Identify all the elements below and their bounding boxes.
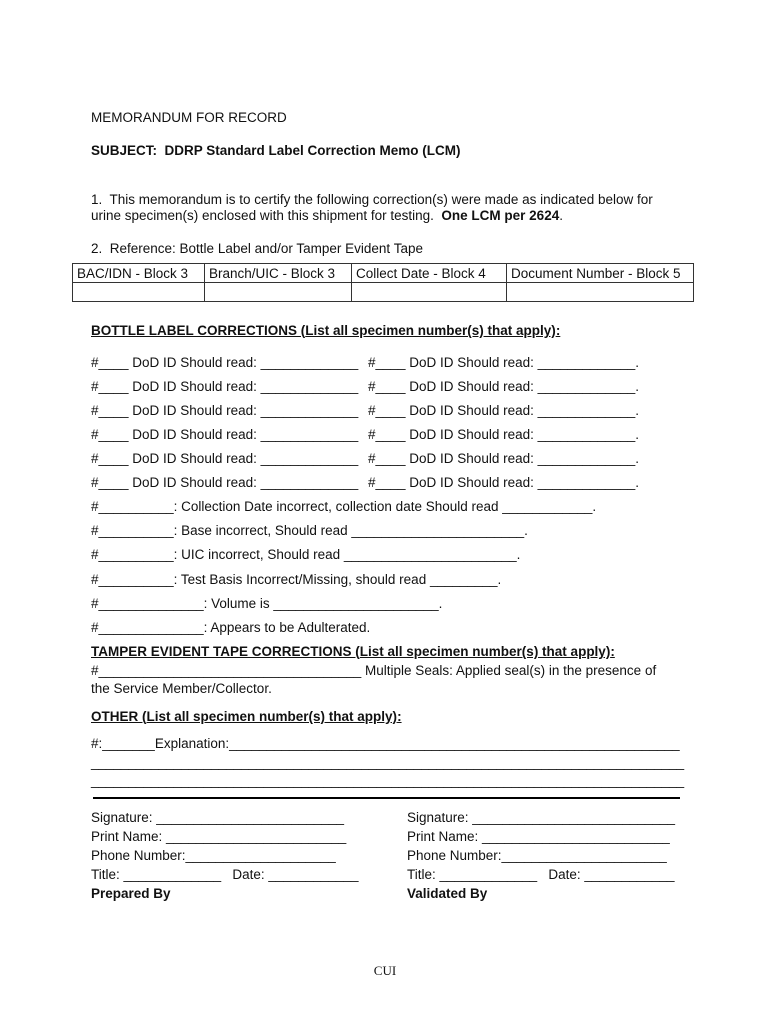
para1-line2: urine specimen(s) enclosed with this shipment for testing. One LCM per 2624. xyxy=(91,208,563,223)
bottle-heading: BOTTLE LABEL CORRECTIONS (List all specimen number(s) that apply): xyxy=(91,323,561,338)
reference-table xyxy=(72,263,694,302)
cell-document-number[interactable] xyxy=(507,283,694,302)
section-divider xyxy=(93,797,680,799)
col-document-number: Document Number - Block 5 xyxy=(507,264,694,283)
reference-header-row xyxy=(73,264,694,283)
prepared-print-name: Print Name: ________________________ xyxy=(91,829,347,844)
memo-title: MEMORANDUM FOR RECORD xyxy=(91,110,287,125)
prepared-phone: Phone Number:____________________ xyxy=(91,848,336,863)
other-blank-line-1: _______________________________________________________________________________ xyxy=(91,755,685,770)
validated-title-date: Title: _____________ Date: ____________ xyxy=(407,867,675,882)
dod-right-1: #____ DoD ID Should read: _____________. xyxy=(368,355,639,370)
tamper-line-2: the Service Member/Collector. xyxy=(91,681,272,696)
dod-right-5: #____ DoD ID Should read: _____________. xyxy=(368,451,639,466)
cell-bac-idn[interactable] xyxy=(73,283,205,302)
dod-right-2: #____ DoD ID Should read: _____________. xyxy=(368,379,639,394)
tamper-heading: TAMPER EVIDENT TAPE CORRECTIONS (List all specimen number(s) that apply): xyxy=(91,644,615,659)
dod-right-3: #____ DoD ID Should read: _____________. xyxy=(368,403,639,418)
col-collect-date: Collect Date - Block 4 xyxy=(352,264,507,283)
lcm-note: One LCM per 2624 xyxy=(441,208,560,223)
base-line: #__________: Base incorrect, Should read _______________________. xyxy=(91,523,528,538)
memo-subject: SUBJECT: DDRP Standard Label Correction Memo (LCM) xyxy=(91,143,461,158)
reference-entry-row xyxy=(73,283,694,302)
other-explanation-line: #:_______Explanation:____________________________________________________________ xyxy=(91,736,680,751)
test-basis-line: #__________: Test Basis Incorrect/Missing, should read _________. xyxy=(91,572,502,587)
other-heading: OTHER (List all specimen number(s) that apply): xyxy=(91,709,402,724)
collection-date-line: #__________: Collection Date incorrect, collection date Should read ____________. xyxy=(91,499,597,514)
prepared-by-label: Prepared By xyxy=(91,886,171,901)
cell-collect-date[interactable] xyxy=(352,283,507,302)
adulterated-line: #______________: Appears to be Adulterated. xyxy=(91,620,371,635)
validated-by-label: Validated By xyxy=(407,886,488,901)
dod-left-6: #____ DoD ID Should read: _____________ xyxy=(91,475,359,490)
dod-left-5: #____ DoD ID Should read: _____________ xyxy=(91,451,359,466)
dod-left-4: #____ DoD ID Should read: _____________ xyxy=(91,427,359,442)
uic-line: #__________: UIC incorrect, Should read _______________________. xyxy=(91,547,521,562)
prepared-signature: Signature: _________________________ xyxy=(91,810,344,825)
other-blank-line-2: _______________________________________________________________________________ xyxy=(91,773,685,788)
cell-branch-uic[interactable] xyxy=(205,283,352,302)
dod-right-6: #____ DoD ID Should read: _____________. xyxy=(368,475,639,490)
volume-line: #______________: Volume is ______________________. xyxy=(91,596,443,611)
dod-right-4: #____ DoD ID Should read: _____________. xyxy=(368,427,639,442)
dod-left-2: #____ DoD ID Should read: _____________ xyxy=(91,379,359,394)
validated-signature: Signature: ___________________________ xyxy=(407,810,676,825)
col-branch-uic: Branch/UIC - Block 3 xyxy=(205,264,352,283)
para2-reference: 2. Reference: Bottle Label and/or Tamper Evident Tape xyxy=(91,241,423,256)
validated-phone: Phone Number:______________________ xyxy=(407,848,667,863)
col-bac-idn: BAC/IDN - Block 3 xyxy=(73,264,205,283)
prepared-title-date: Title: _____________ Date: ____________ xyxy=(91,867,359,882)
dod-left-3: #____ DoD ID Should read: _____________ xyxy=(91,403,359,418)
para1-line1: 1. This memorandum is to certify the following correction(s) were made as indicated below for xyxy=(91,192,653,207)
validated-print-name: Print Name: _________________________ xyxy=(407,829,670,844)
cui-footer: CUI xyxy=(373,963,397,978)
dod-left-1: #____ DoD ID Should read: _____________ xyxy=(91,355,359,370)
tamper-line-1: #___________________________________ Multiple Seals: Applied seal(s) in the presence of xyxy=(91,663,657,678)
